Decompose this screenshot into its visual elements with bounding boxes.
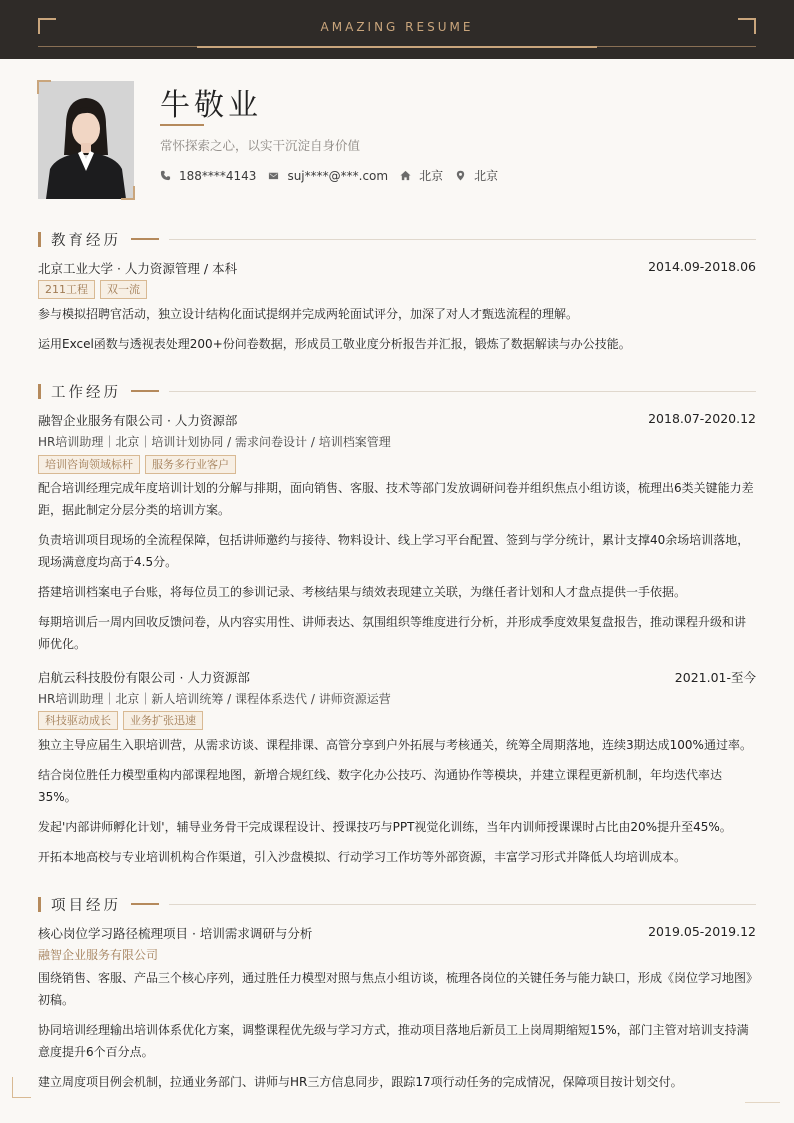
contact-hometown [400, 167, 443, 184]
tag: 211工程 [38, 280, 95, 299]
work-bullet: 每期培训后一周内回收反馈问卷，从内容实用性、讲师表达、氛围组织等维度进行分析，并形成季度效果复盘报告，推动课程升级和讲师优化。 [38, 615, 747, 651]
corner-ornament [745, 1102, 780, 1103]
phone-icon [160, 170, 171, 181]
project-name: 核心岗位学习路径梳理项目 · 培训需求调研与分析 [38, 926, 313, 941]
education-bullet: 运用Excel函数与透视表处理200+份问卷数据，形成员工敬业度分析报告并汇报，锻炼了数据解读与办公技能。 [38, 337, 631, 351]
tag: 业务扩张迅速 [123, 711, 203, 730]
mail-icon [268, 170, 279, 181]
section-education-heading [38, 229, 756, 249]
avatar [38, 81, 134, 199]
project-date: 2019.05-2019.12 [648, 924, 756, 939]
project-org: 融智企业服务有限公司 [38, 948, 159, 962]
candidate-name: 牛敬业 [160, 88, 262, 123]
header-title: AMAZING RESUME [320, 20, 474, 34]
work-role: HR培训助理｜北京｜培训计划协同 / 需求问卷设计 / 培训档案管理 [38, 435, 391, 449]
tag: 培训咨询领域标杆 [38, 455, 140, 474]
header-bar [0, 0, 794, 59]
contact-location [455, 167, 498, 184]
education-bullet: 参与模拟招聘官活动，独立设计结构化面试提纲并完成两轮面试评分，加深了对人才甄选流程的理解。 [38, 307, 579, 321]
corner-ornament [12, 1077, 31, 1098]
tag: 双一流 [100, 280, 147, 299]
section-title: 项目经历 [51, 897, 121, 914]
contact-location-text: 北京 [474, 169, 499, 183]
work-date: 2021.01-至今 [674, 670, 756, 685]
photo-corner-ornament [121, 186, 135, 200]
tag: 科技驱动成长 [38, 711, 118, 730]
project-bullet: 协同培训经理输出培训体系优化方案，调整课程优先级与学习方式，推动项目落地后新员工上岗周期缩短15%，部门主管对培训支持满意度提升6个百分点。 [38, 1023, 749, 1059]
work-bullet: 独立主导应届生入职培训营，从需求访谈、课程排课、高管分享到户外拓展与考核通关，统筹全周期落地，连续3期达成100%通过率。 [38, 738, 752, 752]
section-title: 教育经历 [51, 232, 121, 249]
contact-hometown-text: 北京 [419, 169, 444, 183]
contact-list [160, 167, 510, 184]
education-entry-header [38, 259, 756, 277]
project-entry-header [38, 924, 756, 942]
work-entry-header [38, 668, 756, 686]
work-tags [38, 455, 241, 474]
education-tags [38, 280, 152, 299]
project-bullet: 围绕销售、客服、产品三个核心序列，通过胜任力模型对照与焦点小组访谈，梳理各岗位的关键任务与能力缺口，形成《岗位学习地图》初稿。 [38, 971, 753, 1007]
tag: 服务多行业客户 [145, 455, 236, 474]
contact-phone-text: 188****4143 [179, 168, 257, 183]
work-bullet: 搭建培训档案电子台账，将每位员工的参训记录、考核结果与绩效表现建立关联，为继任者计划和人才盘点提供一手依据。 [38, 585, 687, 599]
work-bullet: 发起'内部讲师孵化计划'，辅导业务骨干完成课程设计、授课技巧与PPT视觉化训练，当年内训师授课课时占比由20%提升至45%。 [38, 820, 732, 834]
contact-email-text: suj****@***.com [287, 168, 389, 183]
work-company: 启航云科技股份有限公司 · 人力资源部 [38, 670, 250, 685]
work-entry-header [38, 411, 756, 429]
profile-photo-frame [38, 81, 134, 199]
work-bullet: 开拓本地高校与专业培训机构合作渠道，引入沙盘模拟、行动学习工作坊等外部资源，丰富学习形式并降低人均培训成本。 [38, 850, 687, 864]
work-company: 融智企业服务有限公司 · 人力资源部 [38, 413, 238, 428]
work-bullet: 负责培训项目现场的全流程保障，包括讲师邀约与接待、物料设计、线上学习平台配置、签到与学分统计，累计支撑40余场培训落地，现场满意度均高于4.5分。 [38, 533, 750, 569]
work-date: 2018.07-2020.12 [648, 411, 756, 426]
contact-phone[interactable] [160, 169, 256, 183]
education-date: 2014.09-2018.06 [648, 259, 756, 274]
education-school: 北京工业大学 · 人力资源管理 / 本科 [38, 261, 238, 276]
work-tags [38, 711, 208, 730]
header-divider-accent [197, 46, 597, 48]
name-underline [160, 124, 204, 126]
work-bullet: 配合培训经理完成年度培训计划的分解与排期，面向销售、客服、技术等部门发放调研问卷并组织焦点小组访谈，梳理出6类关键能力差距，据此制定分层分类的培训方案。 [38, 481, 754, 517]
contact-email[interactable] [268, 169, 388, 183]
project-bullet: 建立周度项目例会机制，拉通业务部门、讲师与HR三方信息同步，跟踪17项行动任务的完成情况，保障项目按计划交付。 [38, 1075, 683, 1089]
section-projects-heading [38, 894, 756, 914]
work-role: HR培训助理｜北京｜新人培训统筹 / 课程体系迭代 / 讲师资源运营 [38, 692, 391, 706]
candidate-motto: 常怀探索之心，以实干沉淀自身价值 [160, 138, 361, 153]
work-bullet: 结合岗位胜任力模型重构内部课程地图，新增合规红线、数字化办公技巧、沟通协作等模块，并建立课程更新机制，年均迭代率达35%。 [38, 768, 723, 804]
home-icon [400, 170, 411, 181]
section-title: 工作经历 [51, 384, 121, 401]
location-pin-icon [455, 170, 466, 181]
section-work-heading [38, 381, 756, 401]
photo-corner-ornament [37, 80, 51, 94]
